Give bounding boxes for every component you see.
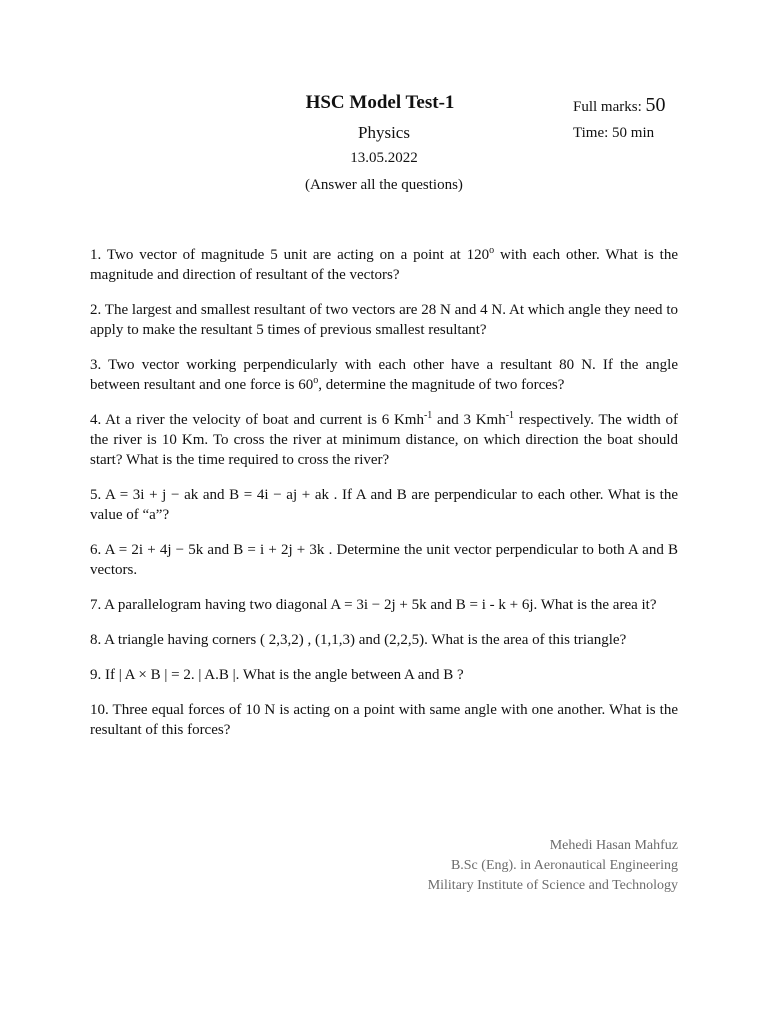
superscript: o — [489, 245, 495, 256]
question-text: 2. The largest and smallest resultant of two vectors are 28 N and 4 N. At which angle they need to apply to make the resultant 5 times of previous smallest resultant? — [90, 302, 678, 338]
question-10 — [90, 700, 678, 740]
question-text: with each other. What is the magnitude and direction of resultant of the vectors? — [90, 247, 678, 283]
question-text: 6. A = 2i + 4j − 5k and B = i + 2j + 3k . Determine the unit vector perpendicular to both A and B vectors. — [90, 542, 678, 578]
question-text: respectively. The width of the river is 10 Km. To cross the river at minimum distance, on which direction the boat should start? What is the time required to cross the river? — [90, 412, 678, 468]
author-degree: B.Sc (Eng). in Aeronautical Engineering — [450, 858, 678, 873]
question-6 — [90, 540, 678, 580]
full-marks-value: 50 — [645, 94, 666, 116]
question-text: 7. A parallelogram having two diagonal A = 3i − 2j + 5k and B = i - k + 6j. What is the area it? — [90, 597, 657, 613]
question-text: 9. If | A × B | = 2. | A.B |. What is the angle between A and B ? — [90, 667, 464, 683]
question-7 — [90, 595, 678, 615]
author-institution: Military Institute of Science and Technology — [427, 878, 678, 893]
question-1 — [90, 245, 678, 285]
question-text: 1. Two vector of magnitude 5 unit are acting on a point at 120 — [90, 247, 490, 263]
instruction-text: (Answer all the questions) — [305, 177, 463, 193]
exam-date: 13.05.2022 — [350, 150, 418, 166]
question-text: 5. A = 3i + j − ak and B = 4i − aj + ak . If A and B are perpendicular to each other. What is the value of “a”? — [90, 487, 678, 523]
superscript: -1 — [423, 410, 433, 421]
superscript: o — [313, 375, 319, 386]
full-marks — [573, 94, 666, 117]
question-8 — [90, 630, 678, 650]
question-text: and 3 Kmh — [432, 412, 506, 428]
question-3 — [90, 355, 678, 395]
subject-name: Physics — [358, 123, 410, 142]
author-signature — [428, 836, 678, 896]
time-allowed: Time: 50 min — [573, 125, 655, 141]
question-5 — [90, 485, 678, 525]
question-4 — [90, 410, 678, 470]
question-text: 4. At a river the velocity of boat and current is 6 Kmh — [90, 412, 424, 428]
page-title: HSC Model Test-1 — [305, 92, 455, 113]
question-text: 8. A triangle having corners ( 2,3,2) , (1,1,3) and (2,2,5). What is the area of this triangle? — [90, 632, 627, 648]
question-text: 3. Two vector working perpendicularly with each other have a resultant 80 N. If the angle between resultant and one force is 60 — [90, 357, 678, 393]
question-list — [90, 245, 678, 755]
full-marks-label: Full marks: — [573, 99, 642, 115]
question-2 — [90, 300, 678, 340]
question-9 — [90, 665, 678, 685]
question-text: , determine the magnitude of two forces? — [318, 377, 565, 393]
question-text: 10. Three equal forces of 10 N is acting on a point with same angle with one another. What is the resultant of this forces? — [90, 702, 678, 738]
author-name: Mehedi Hasan Mahfuz — [549, 838, 678, 853]
superscript: -1 — [505, 410, 515, 421]
